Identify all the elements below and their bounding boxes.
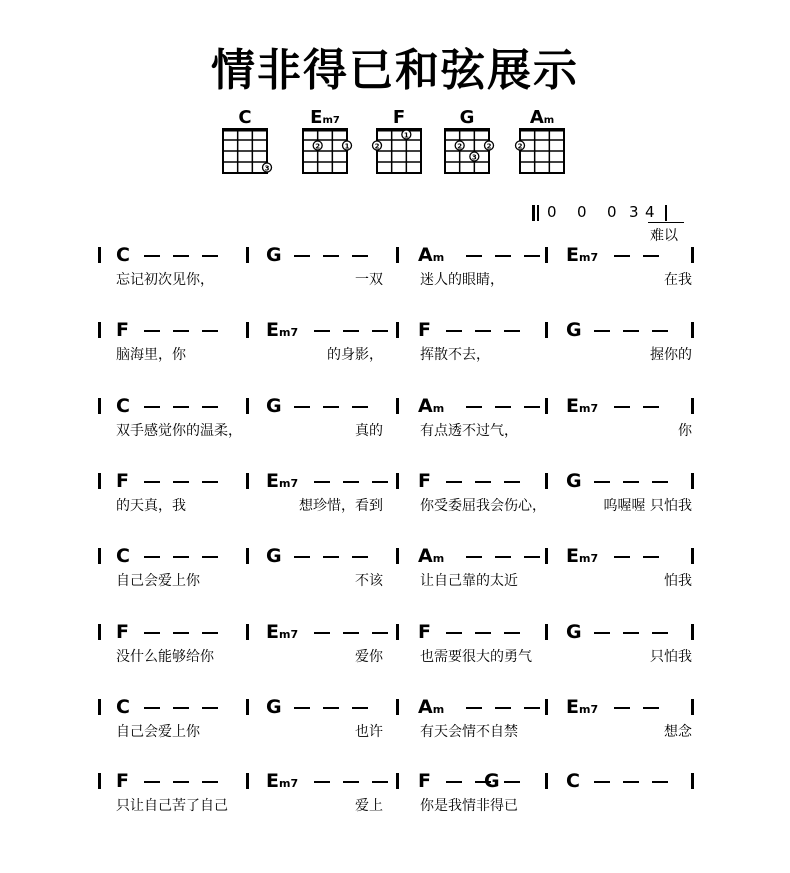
chord-root: G xyxy=(266,545,282,567)
chord-symbol xyxy=(566,622,582,642)
chord-root: E xyxy=(566,395,579,417)
beat-dash xyxy=(475,632,491,634)
beat-dash xyxy=(294,556,310,558)
bar-line xyxy=(691,773,694,789)
chord-row xyxy=(0,697,790,757)
chord-symbol xyxy=(566,771,580,791)
chord-suffix: m xyxy=(432,251,445,264)
bar-line xyxy=(246,322,249,338)
chord-root: A xyxy=(418,395,433,417)
bar-line xyxy=(246,699,249,715)
chord-symbol xyxy=(566,396,598,419)
fretboard-grid xyxy=(519,128,565,174)
svg-text:3: 3 xyxy=(471,153,477,162)
chord-root: G xyxy=(566,621,582,643)
beat-dash xyxy=(594,481,610,483)
beat-dash xyxy=(173,255,189,257)
beat-dash xyxy=(652,632,668,634)
chord-name xyxy=(519,108,565,128)
chord-root: E xyxy=(266,770,279,792)
beat-dash xyxy=(202,781,218,783)
bar-line xyxy=(396,773,399,789)
beat-dash xyxy=(614,255,630,257)
beat-dash xyxy=(173,330,189,332)
beat-dash xyxy=(294,255,310,257)
intro-note: 0 xyxy=(577,203,587,221)
beat-dash xyxy=(446,781,462,783)
beat-dash xyxy=(144,330,160,332)
bar-line xyxy=(691,624,694,640)
lyric-line: 也需要很大的勇气 xyxy=(420,649,532,665)
chord-suffix: m xyxy=(432,703,445,716)
bar-line xyxy=(396,473,399,489)
beat-dash xyxy=(202,255,218,257)
bar-line xyxy=(691,473,694,489)
chord-name xyxy=(222,108,268,128)
intro-note: 3 xyxy=(629,203,639,221)
lyric-line: 你 xyxy=(678,423,692,439)
chord-symbol xyxy=(266,546,282,566)
lyric-line: 爱你 xyxy=(355,649,383,665)
chord-symbol xyxy=(418,396,444,419)
chord-suffix: m7 xyxy=(278,326,299,339)
chord-diagram xyxy=(519,108,565,174)
beat-dash xyxy=(323,406,339,408)
chord-symbol xyxy=(266,245,282,265)
beat-dash xyxy=(173,707,189,709)
beat-dash xyxy=(343,481,359,483)
beat-dash xyxy=(323,556,339,558)
chord-suffix: m xyxy=(432,402,445,415)
bar-line xyxy=(98,699,101,715)
chord-root: F xyxy=(116,470,129,492)
lyric-line: 怕我 xyxy=(664,573,692,589)
lyric-line: 也许 xyxy=(355,724,383,740)
chord-symbol xyxy=(116,546,130,566)
svg-text:3: 3 xyxy=(264,164,270,173)
lyric-line: 想念 xyxy=(664,724,692,740)
beat-dash xyxy=(466,255,482,257)
beat-dash xyxy=(524,707,540,709)
chord-root: F xyxy=(392,107,406,128)
bar-line xyxy=(246,247,249,263)
svg-text:2: 2 xyxy=(315,142,321,151)
chord-root: C xyxy=(116,545,130,567)
chord-suffix: m7 xyxy=(578,552,599,565)
chord-root: G xyxy=(266,696,282,718)
bar-line xyxy=(98,398,101,414)
beat-dash xyxy=(466,406,482,408)
bar-line xyxy=(246,548,249,564)
chord-symbol xyxy=(566,546,598,569)
chord-root: A xyxy=(418,545,433,567)
beat-dash xyxy=(202,330,218,332)
beat-dash xyxy=(294,707,310,709)
lyric-line: 没什么能够给你 xyxy=(116,649,214,665)
svg-text:2: 2 xyxy=(374,142,380,151)
beat-dash xyxy=(623,632,639,634)
beat-dash xyxy=(352,255,368,257)
chord-root: A xyxy=(529,107,544,128)
beat-dash xyxy=(314,330,330,332)
chord-diagram xyxy=(302,108,348,174)
fretboard-grid xyxy=(444,128,490,174)
beat-dash xyxy=(524,556,540,558)
beat-dash xyxy=(372,330,388,332)
beat-dash xyxy=(173,556,189,558)
chord-root: E xyxy=(266,470,279,492)
intro-start-bar-thin xyxy=(537,205,539,221)
chord-root: F xyxy=(116,319,129,341)
lyric-line: 自己会爱上你 xyxy=(116,573,200,589)
bar-line xyxy=(545,322,548,338)
chord-symbol xyxy=(116,771,129,791)
chord-symbol xyxy=(266,320,298,343)
chord-symbol xyxy=(116,396,130,416)
chord-suffix: m xyxy=(543,115,555,126)
beat-dash xyxy=(614,406,630,408)
chord-root: E xyxy=(266,621,279,643)
beat-dash xyxy=(343,781,359,783)
beat-dash xyxy=(173,781,189,783)
beat-dash xyxy=(643,406,659,408)
chord-row xyxy=(0,471,790,531)
beat-dash xyxy=(495,255,511,257)
beat-dash xyxy=(466,556,482,558)
chord-symbol xyxy=(566,471,582,491)
chord-symbol xyxy=(418,771,431,791)
bar-line xyxy=(98,247,101,263)
chord-symbol xyxy=(418,546,444,569)
beat-dash xyxy=(352,707,368,709)
lyric-line: 自己会爱上你 xyxy=(116,724,200,740)
lyric-line: 有点透不过气， xyxy=(420,423,518,439)
beat-dash xyxy=(614,556,630,558)
beat-dash xyxy=(446,481,462,483)
chord-symbol xyxy=(266,697,282,717)
intro-notation xyxy=(532,203,678,244)
chord-row xyxy=(0,396,790,456)
chord-suffix: m7 xyxy=(578,402,599,415)
bar-line xyxy=(396,624,399,640)
beat-dash xyxy=(495,406,511,408)
beat-dash xyxy=(594,330,610,332)
bar-line xyxy=(691,398,694,414)
chord-symbol xyxy=(266,771,298,794)
beat-dash xyxy=(504,481,520,483)
chord-root: G xyxy=(266,395,282,417)
beat-dash xyxy=(466,707,482,709)
bar-line xyxy=(246,773,249,789)
beat-dash xyxy=(173,481,189,483)
chord-root: E xyxy=(266,319,279,341)
bar-line xyxy=(246,473,249,489)
svg-text:1: 1 xyxy=(403,131,409,140)
bar-line xyxy=(396,548,399,564)
chord-symbol xyxy=(116,245,130,265)
intro-underline xyxy=(648,222,684,223)
bar-line xyxy=(545,398,548,414)
chord-row xyxy=(0,546,790,606)
lyric-line: 脑海里，你 xyxy=(116,347,186,363)
chord-root: C xyxy=(116,244,130,266)
beat-dash xyxy=(343,330,359,332)
chord-root: F xyxy=(116,770,129,792)
chord-suffix: m7 xyxy=(278,477,299,490)
bar-line xyxy=(396,699,399,715)
chord-symbol xyxy=(418,471,431,491)
chord-diagram xyxy=(444,108,490,174)
chord-symbol xyxy=(566,245,598,268)
chord-root: A xyxy=(418,696,433,718)
beat-dash xyxy=(352,556,368,558)
chord-root: F xyxy=(418,319,431,341)
bar-line xyxy=(545,473,548,489)
chord-row xyxy=(0,771,790,831)
lyric-line: 握你的 xyxy=(650,347,692,363)
lyric-line: 迷人的眼睛， xyxy=(420,272,504,288)
chord-symbol xyxy=(116,622,129,642)
chord-suffix: m7 xyxy=(578,251,599,264)
bar-line xyxy=(545,699,548,715)
beat-dash xyxy=(202,707,218,709)
beat-dash xyxy=(372,781,388,783)
chord-symbol xyxy=(484,771,500,791)
chord-symbol xyxy=(266,622,298,645)
svg-text:2: 2 xyxy=(457,142,463,151)
chord-symbol xyxy=(566,697,598,720)
lyric-line: 忘记初次见你， xyxy=(116,272,214,288)
lyric-line: 真的 xyxy=(355,423,383,439)
beat-dash xyxy=(202,406,218,408)
page-title: 情非得已和弦展示 xyxy=(211,45,579,96)
chord-row xyxy=(0,320,790,380)
lyric-line: 只怕我 xyxy=(650,649,692,665)
chord-root: G xyxy=(566,470,582,492)
beat-dash xyxy=(323,707,339,709)
chord-root: E xyxy=(566,545,579,567)
chord-symbol xyxy=(418,245,444,268)
lyric-line: 你受委屈我会伤心， xyxy=(420,498,546,514)
intro-lyric: 难以 xyxy=(650,228,678,244)
chord-diagram xyxy=(376,108,422,174)
chord-root: A xyxy=(418,244,433,266)
lyric-line: 在我 xyxy=(664,272,692,288)
fretboard-grid xyxy=(222,128,268,174)
chord-symbol xyxy=(266,396,282,416)
intro-start-bar xyxy=(532,205,535,221)
bar-line xyxy=(691,247,694,263)
beat-dash xyxy=(202,481,218,483)
chord-root: G xyxy=(484,770,500,792)
beat-dash xyxy=(343,632,359,634)
beat-dash xyxy=(495,707,511,709)
lyric-line: 想珍惜，看到 xyxy=(299,498,383,514)
beat-dash xyxy=(504,330,520,332)
lyric-line: 的天真，我 xyxy=(116,498,186,514)
intro-note: 0 xyxy=(607,203,617,221)
beat-dash xyxy=(314,481,330,483)
lyric-line: 你是我情非得已 xyxy=(420,798,518,814)
chord-root: C xyxy=(566,770,580,792)
beat-dash xyxy=(314,632,330,634)
beat-dash xyxy=(475,330,491,332)
intro-note: 0 xyxy=(547,203,557,221)
bar-line xyxy=(396,247,399,263)
bar-line xyxy=(545,624,548,640)
beat-dash xyxy=(524,406,540,408)
bar-line xyxy=(545,548,548,564)
bar-line xyxy=(246,624,249,640)
chord-symbol xyxy=(116,320,129,340)
intro-end-bar xyxy=(665,205,667,221)
chord-row xyxy=(0,245,790,305)
bar-line xyxy=(691,548,694,564)
beat-dash xyxy=(475,481,491,483)
chord-root: E xyxy=(310,107,323,128)
beat-dash xyxy=(352,406,368,408)
beat-dash xyxy=(144,632,160,634)
beat-dash xyxy=(144,781,160,783)
chord-root: E xyxy=(566,696,579,718)
fretboard-grid xyxy=(376,128,422,174)
bar-line xyxy=(98,773,101,789)
beat-dash xyxy=(323,255,339,257)
svg-text:2: 2 xyxy=(517,142,523,151)
chord-symbol xyxy=(566,320,582,340)
lyric-line: 双手感觉你的温柔， xyxy=(116,423,242,439)
beat-dash xyxy=(173,406,189,408)
beat-dash xyxy=(524,255,540,257)
chord-root: F xyxy=(418,770,431,792)
chord-symbol xyxy=(266,471,298,494)
lyric-line: 让自己靠的太近 xyxy=(420,573,518,589)
beat-dash xyxy=(144,255,160,257)
beat-dash xyxy=(144,556,160,558)
beat-dash xyxy=(623,481,639,483)
beat-dash xyxy=(372,481,388,483)
beat-dash xyxy=(495,556,511,558)
beat-dash xyxy=(594,781,610,783)
bar-line xyxy=(396,322,399,338)
beat-dash xyxy=(643,255,659,257)
chord-root: F xyxy=(116,621,129,643)
bar-line xyxy=(396,398,399,414)
chord-name xyxy=(444,108,490,128)
beat-dash xyxy=(202,556,218,558)
beat-dash xyxy=(144,481,160,483)
chord-symbol xyxy=(116,471,129,491)
chord-suffix: m xyxy=(432,552,445,565)
chord-root: E xyxy=(566,244,579,266)
chord-row xyxy=(0,622,790,682)
beat-dash xyxy=(144,707,160,709)
chord-root: F xyxy=(418,621,431,643)
lyric-line: 有天会情不自禁 xyxy=(420,724,518,740)
chord-root: G xyxy=(459,107,475,128)
beat-dash xyxy=(614,707,630,709)
lyric-line: 的身影， xyxy=(327,347,383,363)
fretboard-grid xyxy=(302,128,348,174)
beat-dash xyxy=(504,632,520,634)
beat-dash xyxy=(446,632,462,634)
lyric-line: 爱上 xyxy=(355,798,383,814)
lyric-line: 只让自己苦了自己 xyxy=(116,798,228,814)
beat-dash xyxy=(623,330,639,332)
intro-note: 4 xyxy=(645,203,655,221)
beat-dash xyxy=(173,632,189,634)
chord-root: G xyxy=(266,244,282,266)
bar-line xyxy=(98,473,101,489)
beat-dash xyxy=(504,781,520,783)
chord-root: C xyxy=(116,395,130,417)
chord-name xyxy=(376,108,422,128)
beat-dash xyxy=(652,481,668,483)
lyric-line: 不该 xyxy=(355,573,383,589)
bar-line xyxy=(98,548,101,564)
svg-text:1: 1 xyxy=(344,142,350,151)
chord-root: G xyxy=(566,319,582,341)
chord-root: C xyxy=(238,107,252,128)
beat-dash xyxy=(643,707,659,709)
svg-text:2: 2 xyxy=(486,142,492,151)
bar-line xyxy=(98,322,101,338)
chord-suffix: m7 xyxy=(278,777,299,790)
lyric-line: 挥散不去， xyxy=(420,347,490,363)
bar-line xyxy=(545,247,548,263)
bar-line xyxy=(545,773,548,789)
lyric-line: 呜喔喔 只怕我 xyxy=(603,498,692,514)
beat-dash xyxy=(652,781,668,783)
chord-name xyxy=(302,108,348,128)
bar-line xyxy=(98,624,101,640)
beat-dash xyxy=(623,781,639,783)
bar-line xyxy=(691,699,694,715)
beat-dash xyxy=(643,556,659,558)
chord-symbol xyxy=(418,697,444,720)
beat-dash xyxy=(314,781,330,783)
chord-root: F xyxy=(418,470,431,492)
chord-root: C xyxy=(116,696,130,718)
beat-dash xyxy=(446,330,462,332)
chord-symbol xyxy=(418,622,431,642)
chord-symbol xyxy=(116,697,130,717)
lyric-line: 一双 xyxy=(355,272,383,288)
beat-dash xyxy=(294,406,310,408)
bar-line xyxy=(246,398,249,414)
beat-dash xyxy=(144,406,160,408)
beat-dash xyxy=(594,632,610,634)
beat-dash xyxy=(372,632,388,634)
chord-suffix: m7 xyxy=(278,628,299,641)
beat-dash xyxy=(652,330,668,332)
chord-suffix: m7 xyxy=(322,115,340,126)
chord-diagram xyxy=(222,108,268,174)
chord-symbol xyxy=(418,320,431,340)
bar-line xyxy=(691,322,694,338)
chord-suffix: m7 xyxy=(578,703,599,716)
beat-dash xyxy=(202,632,218,634)
